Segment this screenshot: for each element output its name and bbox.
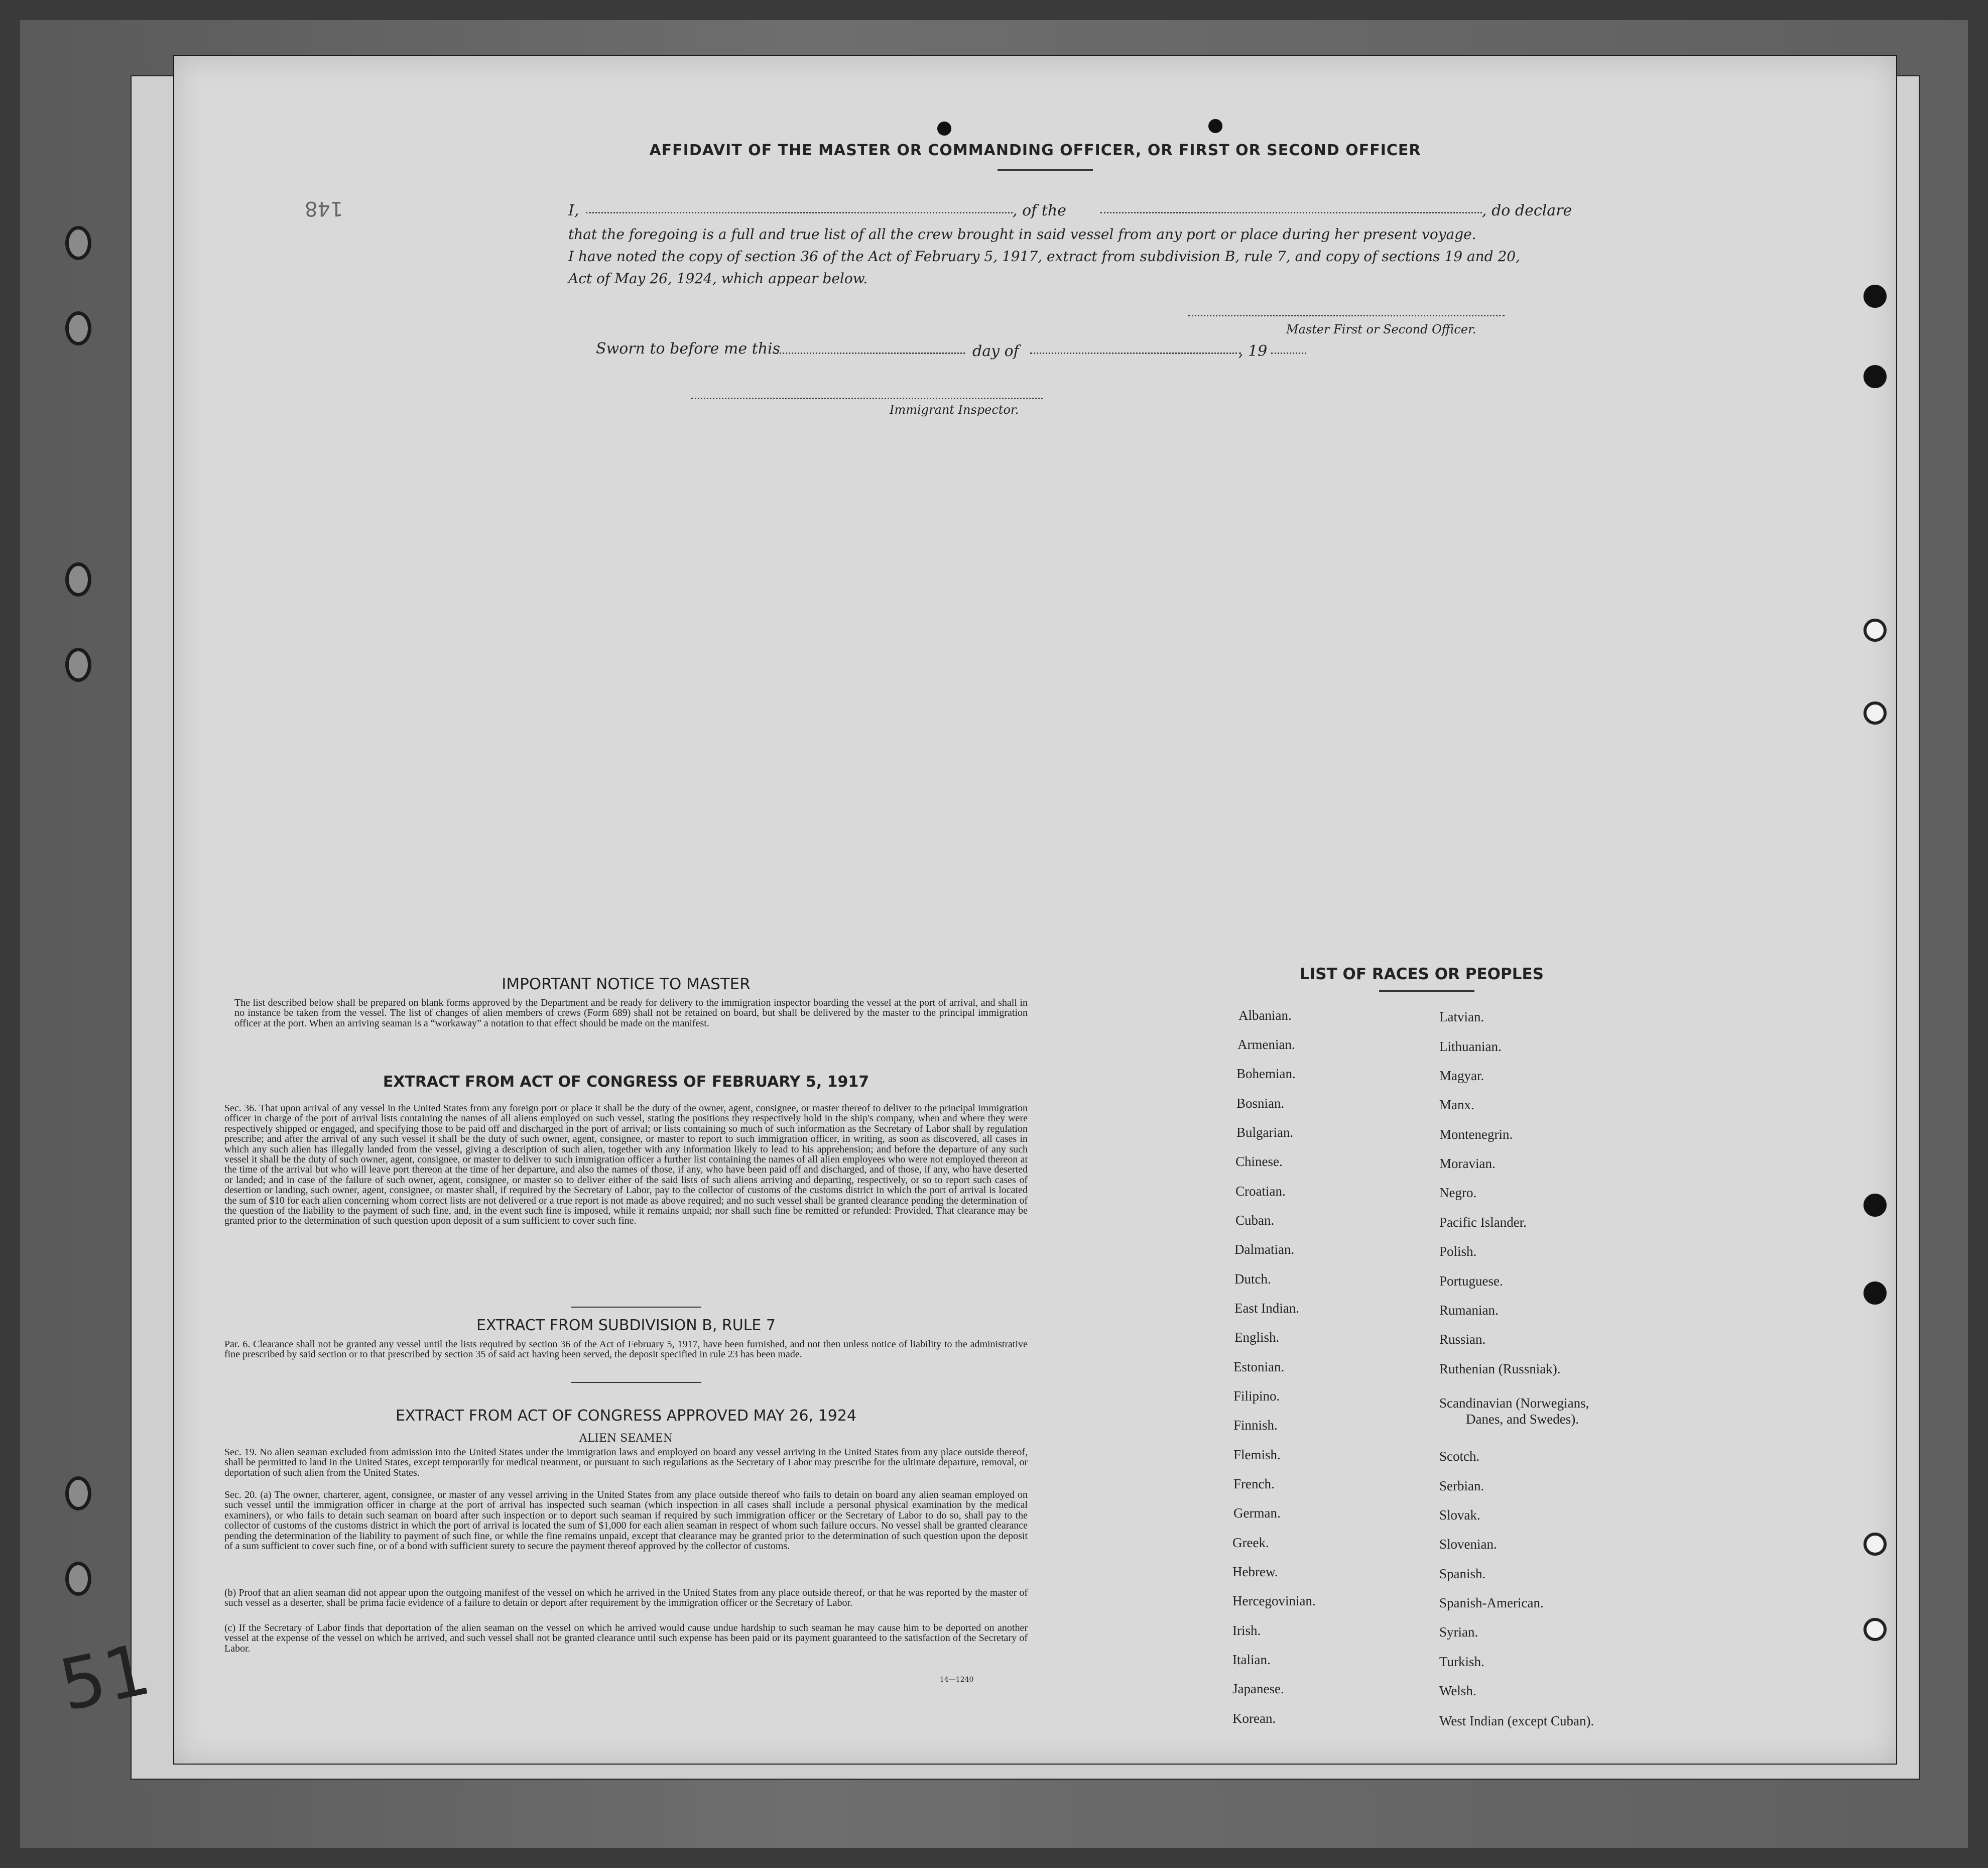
- race-item: Lithuanian.: [1439, 1039, 1502, 1054]
- punch-hole: [1863, 1281, 1887, 1305]
- divider: [1379, 990, 1474, 992]
- races-title: LIST OF RACES OR PEOPLES: [1299, 965, 1544, 983]
- race-item: Korean.: [1232, 1711, 1276, 1726]
- month-blank: [1030, 353, 1241, 354]
- day-blank: [774, 353, 965, 354]
- extract-1917-title: EXTRACT FROM ACT OF CONGRESS OF FEBRUARY 5, 1917: [383, 1073, 869, 1091]
- signature-line: [1188, 315, 1505, 316]
- form-number: 14—1240: [940, 1676, 974, 1684]
- race-item: Greek.: [1232, 1535, 1269, 1550]
- affidavit-title: AFFIDAVIT OF THE MASTER OR COMMANDING OFFICER, OR FIRST OR SECOND OFFICER: [649, 142, 1421, 159]
- affidavit-line3: I have noted the copy of section 36 of the Act of February 5, 1917, extract from subdivision B, rule 7, and copy of sections 19 and 20,: [568, 248, 1521, 265]
- affidavit-line2: that the foregoing is a full and true list of all the crew brought in said vessel from any port or place during her present voyage.: [568, 226, 1476, 243]
- race-item: Russian.: [1439, 1332, 1486, 1347]
- punch-hole: [1863, 702, 1887, 725]
- race-item: Cuban.: [1235, 1213, 1275, 1228]
- race-item: Bosnian.: [1236, 1096, 1285, 1111]
- extract-1917-text: Sec. 36. That upon arrival of any vessel in the United States from any foreign port or place it shall be the duty of the owner, agent, consignee, or master thereof to deliver to the principal immigration officer in charge of the port of arrival lists containing the names of all aliens employed on such vessel, stating the positions they respectively hold in the ship's company, when and where they were respectively shipped or engaged, and specifying those to be paid off and discharged in the port of arrival; or lists containing so much of such information as the Secretary of Labor shall by regulation prescribe; and after the arrival of any such vessel it shall be the duty of such owner, agent, consignee, or master to report to such immigration officer, in writing, as soon as discovered, all cases in which any such alien has illegally landed from the vessel, giving a description of such alien, together with any information likely to lead to his apprehension; and before the departure of any such vessel it shall be the duty of such owner, agent, consignee, or master to deliver to such immigration officer a further list containing the names of all alien employees who were not employed thereon at the time of the arrival but who will leave port thereon at the time of her departure, and also the names of those, if any, who have been paid off and discharged, and of those, if any, who have deserted or landed; and in case of the failure of such owner, agent, consignee, or master so to deliver either of the said lists of such aliens arriving and departing, respectively, or so to report such cases of desertion or landing, such owner, agent, consignee, or master shall, if required by the Secretary of Labor, pay to the collector of customs of the customs district in which the port of arrival is located the sum of $10 for each alien concerning whom correct lists are not delivered or a true report is not made as above required; and no such vessel shall be granted clearance pending the determination of the question of the liability to the payment of such fine, and, in the event such fine is imposed, while it remains unpaid; nor shall such fine be remitted or refunded: Provided, That clearance may be granted prior to the determination of such question upon deposit of a sum sufficient to cover such fine.: [224, 1103, 1028, 1227]
- inspector-line: [691, 398, 1043, 399]
- binder-hole: [65, 1562, 91, 1596]
- race-item: Portuguese.: [1439, 1273, 1503, 1289]
- race-item: Dalmatian.: [1234, 1242, 1295, 1257]
- binder-hole: [65, 311, 91, 345]
- extract-1924-title: EXTRACT FROM ACT OF CONGRESS APPROVED MAY 26, 1924: [395, 1407, 857, 1425]
- race-item: Turkish.: [1439, 1654, 1484, 1669]
- punch-hole: [1863, 619, 1887, 642]
- divider: [998, 169, 1093, 171]
- handwritten-margin-number: 51: [53, 1628, 158, 1727]
- punch-hole: [1863, 1618, 1887, 1641]
- inspector-label: Immigrant Inspector.: [890, 403, 1019, 417]
- race-item: Filipino.: [1233, 1388, 1280, 1404]
- race-item: Scotch.: [1439, 1449, 1480, 1464]
- stamp-number: 148: [305, 197, 343, 220]
- race-item: Spanish-American.: [1439, 1595, 1544, 1610]
- race-item: Armenian.: [1237, 1037, 1295, 1052]
- race-item: Finnish.: [1233, 1418, 1278, 1433]
- race-item: Montenegrin.: [1439, 1127, 1513, 1142]
- race-item: Chinese.: [1235, 1154, 1283, 1169]
- binder-hole: [65, 1476, 91, 1510]
- affidavit-declare: , do declare: [1482, 202, 1572, 219]
- race-item: Japanese.: [1232, 1681, 1284, 1696]
- race-item: Pacific Islander.: [1439, 1215, 1527, 1230]
- race-item: Bulgarian.: [1236, 1125, 1294, 1140]
- race-item: Hercegovinian.: [1232, 1593, 1316, 1608]
- document-page: [173, 55, 1897, 1765]
- punch-hole: [1208, 119, 1222, 133]
- sec20a-text: Sec. 20. (a) The owner, charterer, agent, consignee, or master of any vessel arriving in the United States from any place outside thereof who fails to detain on board any alien seaman employed on such vessel until the immigration officer in charge at the port of arrival has inspected such seaman (which inspection in all cases shall include a personal physical examination by the medical examiners), or who fails to detain such seaman on board after such inspection or to deport such seaman if required by such immigration officer or the Secretary of Labor to do so, shall pay to the collector of customs of the customs district in which the port of arrival is located the sum of $1,000 for each alien seaman in respect of whom such failure occurs. No vessel shall be granted clearance pending the determination of the liability to payment of such fine, or while the fine remains unpaid, except that clearance may be granted prior to the determination of such question upon the deposit of a sum sufficient to cover such fine, or of a bond with sufficient surety to secure the payment thereof approved by the collector of customs.: [224, 1489, 1028, 1552]
- race-item: French.: [1233, 1476, 1275, 1491]
- race-item: Slovak.: [1439, 1507, 1480, 1523]
- punch-hole: [1863, 285, 1887, 308]
- race-item: German.: [1233, 1505, 1281, 1521]
- race-item: Negro.: [1439, 1185, 1477, 1200]
- day-of-label: day of: [972, 342, 1019, 360]
- race-item: Serbian.: [1439, 1478, 1484, 1493]
- race-item: Dutch.: [1234, 1271, 1271, 1287]
- divider: [571, 1307, 701, 1308]
- sec19-text: Sec. 19. No alien seaman excluded from admission into the United States under the immigration laws and employed on board any vessel arriving in the United States from any place outside thereof, shall be permitted to land in the United States, except temporarily for medical treatment, or pursuant to such regulations as the Secretary of Labor may prescribe for the ultimate departure, removal, or deportation of such alien from the United States.: [224, 1447, 1028, 1478]
- punch-hole: [1863, 1533, 1887, 1556]
- extract-rule7-title: EXTRACT FROM SUBDIVISION B, RULE 7: [476, 1317, 776, 1334]
- notice-text: The list described below shall be prepared on blank forms approved by the Department and be ready for delivery to the immigration inspector boarding the vessel at the port of arrival, and shall in no instance be taken from the vessel. The list of changes of alien members of crews (Form 689) shall not be retained on board, but shall be delivered by the master to the principal immigration officer at the port. When an arriving seaman is a “workaway” a notation to that effect should be made on the manifest.: [234, 997, 1028, 1029]
- race-item: Spanish.: [1439, 1566, 1486, 1581]
- name-blank: [586, 212, 1013, 213]
- sec20b-text: (b) Proof that an alien seaman did not appear upon the outgoing manifest of the vessel on which he arrived in the United States from any place outside thereof, or that he was reported by the master of such vessel as a deserter, shall be prima facie evidence of a failure to detain or deport after requirement by the immigration officer or the Secretary of Labor.: [224, 1587, 1028, 1609]
- race-item: Flemish.: [1233, 1447, 1281, 1462]
- race-item: Albanian.: [1238, 1008, 1292, 1023]
- race-item: Estonian.: [1233, 1359, 1285, 1374]
- race-item: Croatian.: [1235, 1184, 1286, 1199]
- race-item: Latvian.: [1439, 1009, 1484, 1024]
- punch-hole: [1863, 365, 1887, 388]
- race-item: Irish.: [1232, 1623, 1261, 1638]
- affidavit-i: I,: [568, 202, 579, 219]
- race-item: Italian.: [1232, 1652, 1271, 1667]
- master-label: Master First or Second Officer.: [1286, 322, 1476, 336]
- race-item: Syrian.: [1439, 1624, 1478, 1640]
- race-item: Polish.: [1439, 1244, 1477, 1259]
- binder-hole: [65, 562, 91, 597]
- vessel-blank: [1100, 212, 1482, 213]
- punch-hole: [1863, 1194, 1887, 1217]
- binder-hole: [65, 648, 91, 682]
- race-item: Hebrew.: [1232, 1564, 1278, 1579]
- year-blank: [1271, 353, 1306, 354]
- race-item: Slovenian.: [1439, 1537, 1497, 1552]
- extract-rule7-text: Par. 6. Clearance shall not be granted any vessel until the lists required by section 36 of the Act of February 5, 1917, have been furnished, and not then unless notice of liability to the administrative fine prescribed by said section or to that prescribed by section 35 of said act having been served, the deposit specified in rule 23 has been made.: [224, 1339, 1028, 1360]
- race-item: Danes, and Swedes).: [1466, 1412, 1579, 1427]
- sec20c-text: (c) If the Secretary of Labor finds that deportation of the alien seaman on the vessel on which he arrived would cause undue hardship to such seaman he may cause him to be deported on another vessel at the expense of the vessel on which he arrived, and such vessel shall not be granted clearance until such expense has been paid or its payment guaranteed to the satisfaction of the Secretary of Labor.: [224, 1622, 1028, 1654]
- punch-hole: [937, 122, 951, 136]
- race-item: English.: [1234, 1330, 1280, 1345]
- race-item: West Indian (except Cuban).: [1439, 1713, 1594, 1728]
- year-label: , 19: [1238, 342, 1268, 360]
- sworn-label: Sworn to before me this: [596, 340, 781, 358]
- race-item: Moravian.: [1439, 1156, 1496, 1171]
- race-item: Welsh.: [1439, 1683, 1476, 1698]
- binder-hole: [65, 226, 91, 260]
- notice-title: IMPORTANT NOTICE TO MASTER: [502, 975, 751, 993]
- race-item: Manx.: [1439, 1097, 1474, 1112]
- affidavit-of-the: , of the: [1013, 202, 1066, 219]
- alien-seamen-subtitle: ALIEN SEAMEN: [579, 1432, 673, 1445]
- race-item: Bohemian.: [1236, 1066, 1296, 1081]
- divider: [571, 1382, 701, 1383]
- race-item: Ruthenian (Russniak).: [1439, 1361, 1561, 1376]
- race-item: Rumanian.: [1439, 1303, 1499, 1318]
- race-item: Scandinavian (Norwegians,: [1439, 1395, 1589, 1411]
- affidavit-line4: Act of May 26, 1924, which appear below.: [568, 270, 868, 287]
- race-item: Magyar.: [1439, 1068, 1484, 1083]
- race-item: East Indian.: [1234, 1301, 1299, 1316]
